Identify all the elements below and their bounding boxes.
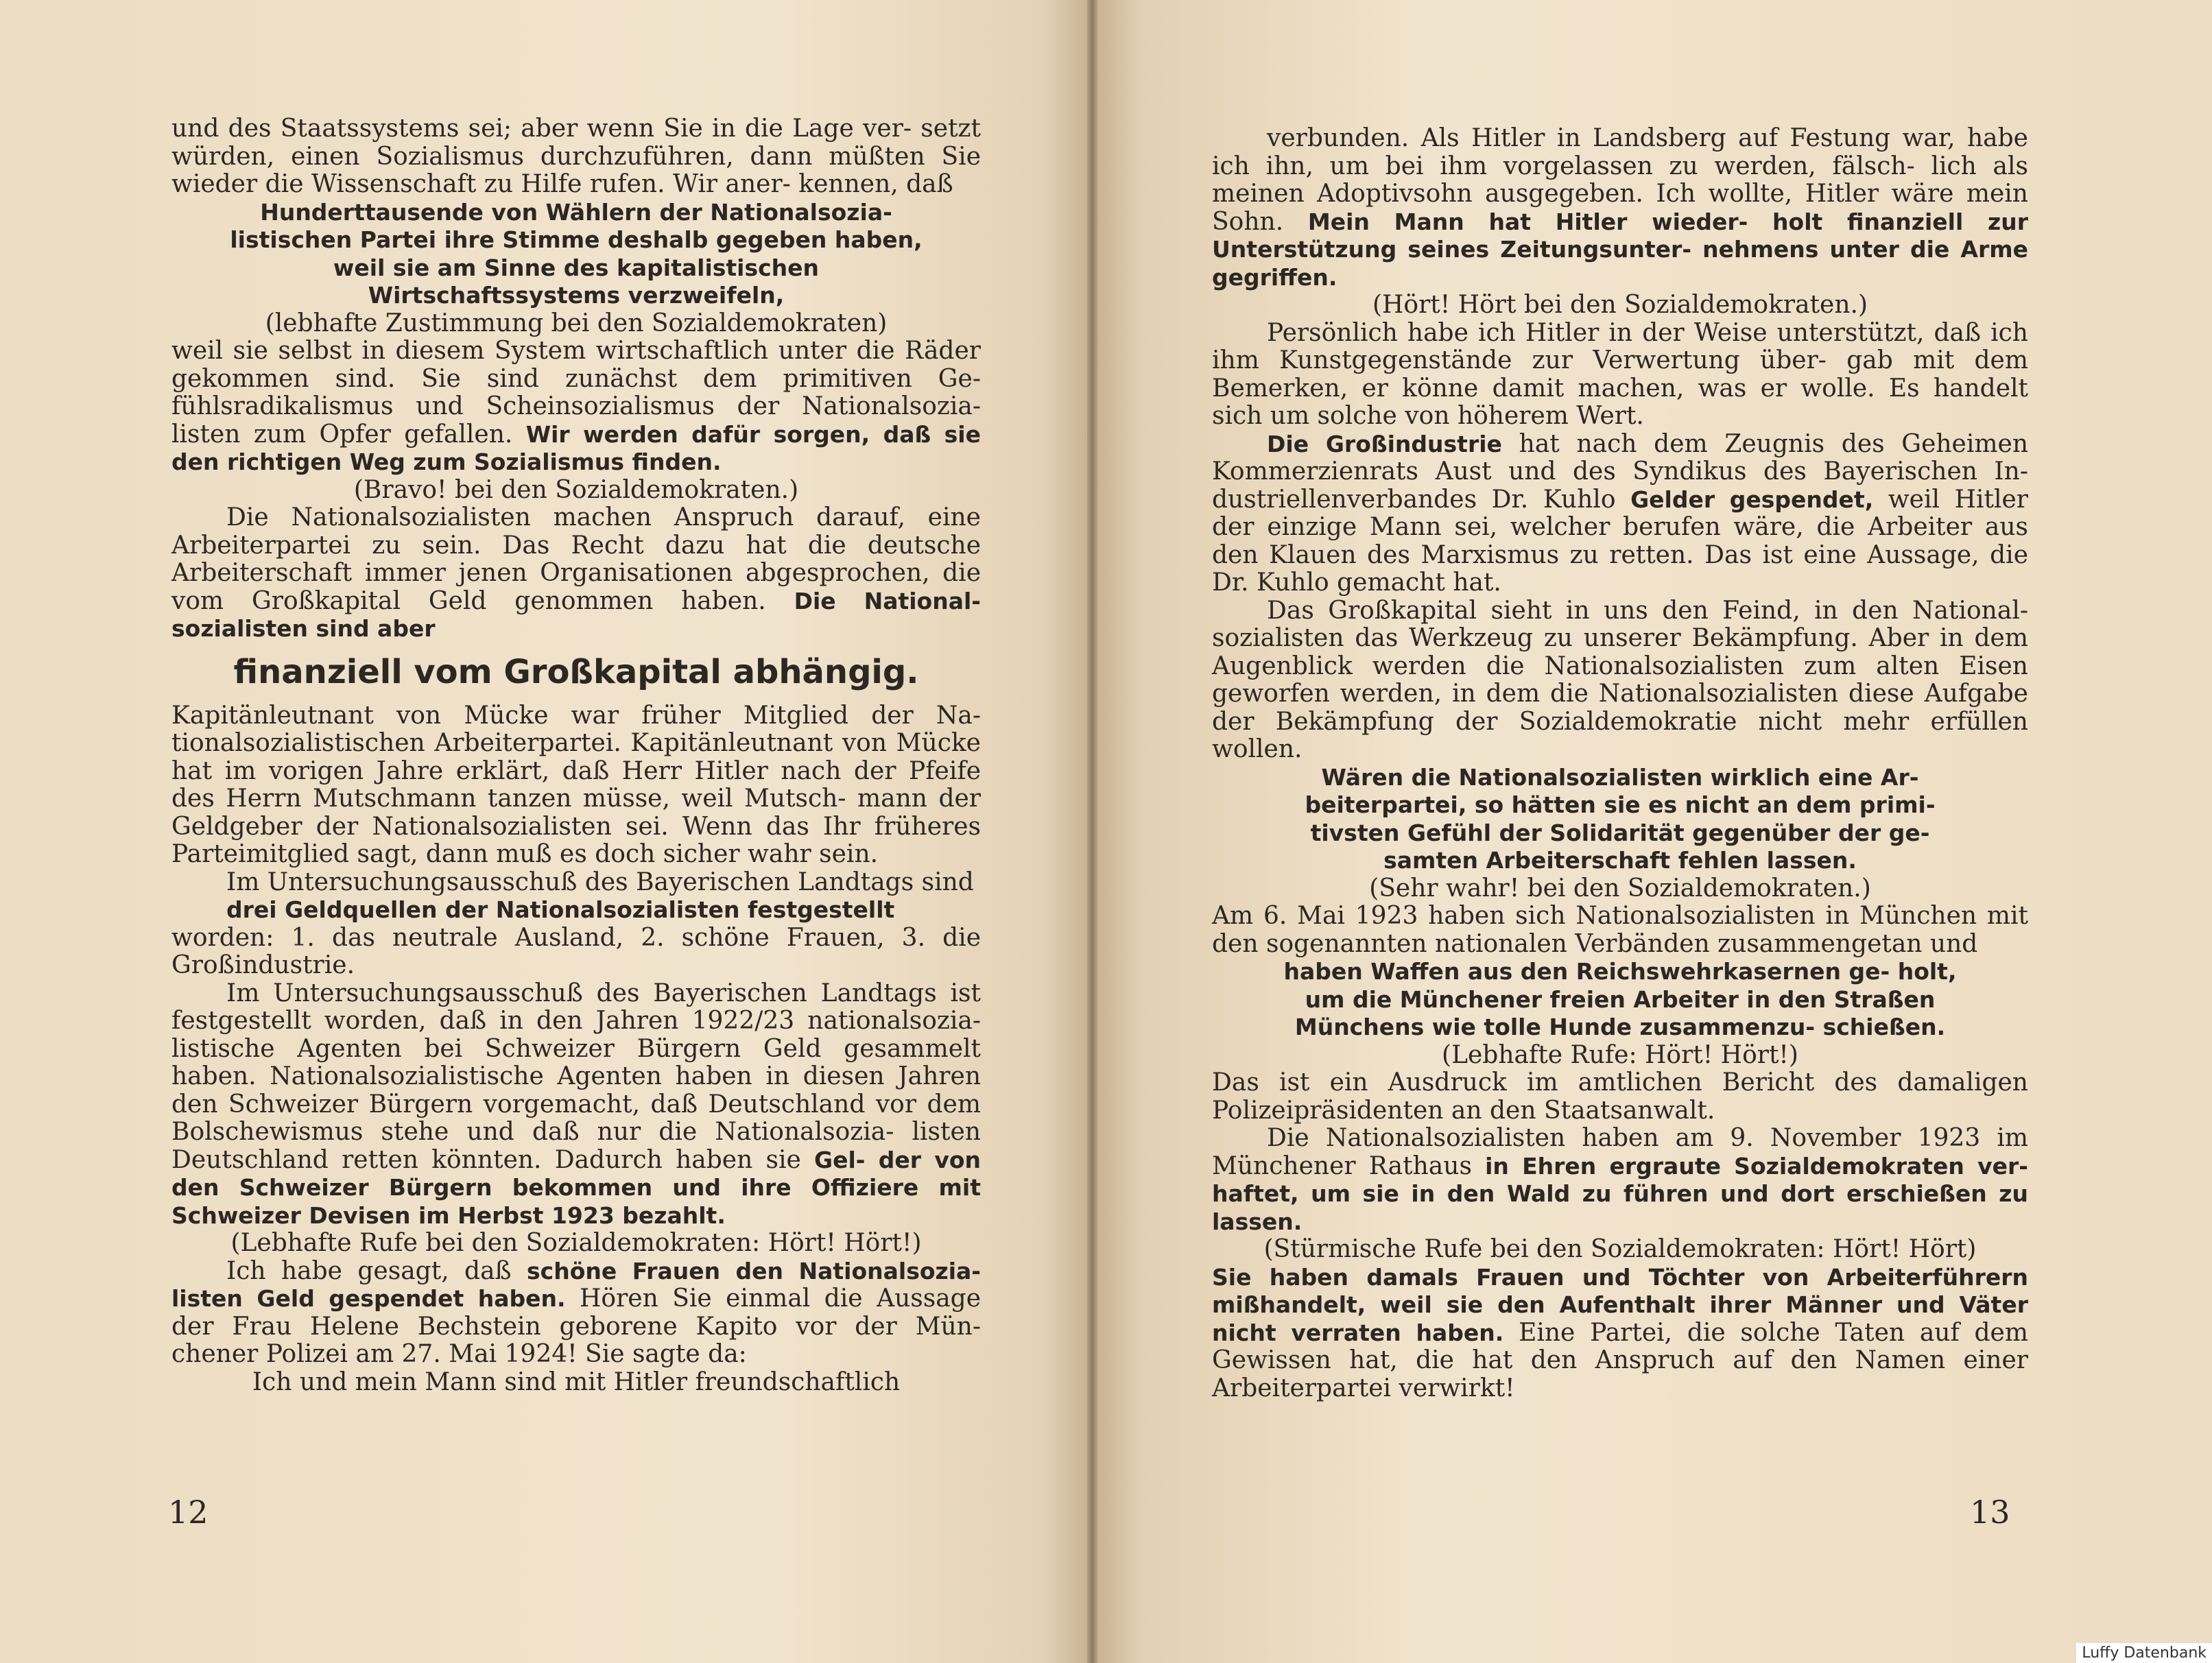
bold-phrase: Sie haben damals Frauen und Töchter von Arbeiterführern mißhandelt, weil sie den Aufenthalt ihrer Männer und Väter nicht verraten haben. [1212, 1263, 2028, 1346]
paragraph-text: Am 6. Mai 1923 haben sich Nationalsozialisten in München mit den sogenannten nationalen Verbänden zusammengetan und [1212, 902, 2028, 958]
paragraph [171, 980, 981, 1230]
bold-phrase: in Ehren ergraute Sozialdemokraten ver‐ haftet, um sie in den Wald zu führen und dort erschießen zu lassen. [1212, 1152, 2028, 1235]
interjection-line: (lebhafte Zustimmung bei den Sozialdemokraten) [265, 309, 888, 337]
paragraph-text: Im Untersuchungsausschuß des Bayerischen Landtags sind [226, 868, 974, 896]
interjection-line: (Stürmische Rufe bei den Sozialdemokraten: Hört! Hört) [1263, 1235, 1977, 1263]
bold-phrase: Gel‐ der von den Schweizer Bürgern bekommen und ihre Offiziere mit Schweizer Devisen im Herbst 1923 bezahlt. [171, 1146, 981, 1229]
interjection-line: (Lebhafte Rufe: Hört! Hört!) [1442, 1040, 1798, 1069]
paragraph [1212, 902, 2028, 958]
paragraph-text: weil Hitler der einzige Mann sei, welcher berufen wäre, die Arbeiter aus den Klauen des Marxismus zu retten. Das ist eine Aussage, die Dr. Kuhlo gemacht hat. [1212, 485, 2028, 597]
paragraph [171, 924, 981, 980]
paragraph-text: weil sie selbst in diesem System wirtschaftlich unter die Räder gekommen sind. Sie sind zunächst dem primitiven Ge‐ fühlsradikalismus und Scheinsozialismus der Nationalsozia‐ listen zum Opfer gefallen. [171, 337, 981, 448]
paragraph [1212, 1069, 2028, 1125]
right-page-text [1212, 125, 2028, 1402]
bold-phrase: Wir werden dafür sorgen, daß sie den richtigen Weg zum Sozialismus finden. [171, 420, 981, 475]
book-gutter [1087, 0, 1097, 1663]
paragraph-text: Eine Partei, die solche Taten auf dem Gewissen hat, die hat den Anspruch auf den Namen einer Arbeiterpartei verwirkt! [1212, 1318, 2028, 1402]
paragraph-text: und des Staatssystems sei; aber wenn Sie in die Lage ver‐ setzt würden, einen Sozialismus durchzuführen, dann müßten Sie wieder die Wissenschaft zu Hilfe rufen. Wir aner‐ kennen, daß [171, 115, 981, 198]
paragraph-text: Persönlich habe ich Hitler in der Weise unterstützt, daß ich ihm Kunstgegenstände zur Verwertung über‐ gab mit dem Bemerken, er könne damit machen, was er wolle. Es handelt sich um solche von höherem Wert. [1212, 318, 2028, 430]
emphasized-passage: Wären die Nationalsozialisten wirklich eine Ar‐ beiterpartei, so hätten sie es nicht an dem primi‐ tivsten Gefühl der Solidarität gegenüber der ge‐ samten Arbeiterschaft fehlen lassen. [1305, 763, 1936, 874]
paragraph-text: Kapitänleutnant von Mücke war früher Mitglied der Na‐ tionalsozialistischen Arbeiterpartei. Kapitänleutnant von Mücke hat im vorigen Jahre erklärt, daß Herr Hitler nach der Pfeife des Herrn Mutschmann tanzen müsse, weil Mutsch‐ mann der Geldgeber der Nationalsozialisten sei. Wenn das Ihr früheres Parteimitglied sagt, dann muß es doch sicher wahr sein. [171, 701, 981, 868]
paragraph [171, 896, 981, 924]
paragraph [171, 504, 981, 643]
paragraph [1212, 597, 2028, 764]
paragraph-text: Hören Sie einmal die Aussage der Frau Helene Bechstein geborene Kapito vor der Mün‐ chener Polizei am 27. Mai 1924! Sie sagte da: [171, 1284, 982, 1368]
left-page [0, 0, 1087, 1663]
paragraph-text: Die Nationalsozialisten haben am 9. November 1923 im Münchener Rathaus [1212, 1124, 2028, 1180]
paragraph [171, 337, 981, 477]
right-page [1097, 0, 2212, 1663]
paragraph-text: Das Großkapital sieht in uns den Feind, in den National‐ sozialisten das Werkzeug zu unserer Bekämpfung. Aber in dem Augenblick werden die Nationalsozialisten zum alten Eisen geworfen werden, in dem die Nationalsozialisten diese Aufgabe der Bekämpfung der Sozialdemokratie nicht mehr erfüllen wollen. [1212, 596, 2028, 763]
paragraph-text: hat nach dem Zeugnis des Geheimen Kommerzienrats Aust und des Syndikus des Bayerischen In‐ dustriellenverbandes Dr. Kuhlo [1212, 429, 2029, 514]
paragraph-text: Im Untersuchungsausschuß des Bayerischen Landtags ist festgestellt worden, daß in den Jahren 1922/23 nationalsozia‐ listische Agenten bei Schweizer Bürgern Geld gesammelt haben. Nationalsozialistische Agenten haben in diesen Jahren den Schweizer Bürgern vorgemacht, daß Deutschland vor dem Bolschewismus stehe und daß nur die Nationalsozia‐ listen Deutschland retten könnten. Dadurch haben sie [171, 979, 981, 1174]
page-number-right: 13 [1970, 1494, 2010, 1531]
interjection-line: Ich und mein Mann sind mit Hitler freundschaftlich [252, 1367, 901, 1396]
paragraph-text: Das ist ein Ausdruck im amtlichen Bericht des damaligen Polizeipräsidenten an den Staatsanwalt. [1212, 1068, 2028, 1125]
interjection-line: (Hört! Hört bei den Sozialdemokraten.) [1372, 291, 1868, 319]
paragraph-text: worden: 1. das neutrale Ausland, 2. schöne Frauen, 3. die Großindustrie. [171, 923, 981, 979]
bold-phrase: schöne Frauen den Nationalsozia‐ listen Geld gespendet haben. [171, 1257, 981, 1312]
paragraph-text: Ich habe gesagt, daß [226, 1256, 512, 1285]
paragraph [171, 1258, 981, 1369]
bold-phrase: drei Geldquellen der Nationalsozialisten festgestellt [226, 896, 895, 923]
paragraph [171, 869, 981, 897]
bold-phrase: Gelder gespendet, [1630, 486, 1874, 513]
paragraph [171, 702, 981, 869]
interjection-line: (Sehr wahr! bei den Sozialdemokraten.) [1369, 874, 1871, 902]
paragraph [171, 115, 981, 199]
page-number-left: 12 [168, 1494, 209, 1531]
interjection-line: (Lebhafte Rufe bei den Sozialdemokraten: Hört! Hört!) [230, 1229, 922, 1257]
paragraph-text: Die Nationalsozialisten machen Anspruch darauf, eine Arbeiterpartei zu sein. Das Recht dazu hat die deutsche Arbeiterschaft immer jenen Organisationen abgesprochen, die vom Großkapital Geld genommen haben. [171, 503, 981, 615]
paragraph-text: verbunden. Als Hitler in Landsberg auf Festung war, habe ich ihn, um bei ihm vorgelassen zu werden, fälsch‐ lich als meinen Adoptivsohn ausgegeben. Ich wollte, Hitler wäre mein Sohn. [1212, 124, 2028, 236]
bold-phrase: Die Großindustrie [1267, 430, 1502, 457]
paragraph [1212, 1125, 2028, 1236]
bold-phrase: Mein Mann hat Hitler wieder‐ holt finanziell zur Unterstützung seines Zeitungsunter‐ nehmens unter die Arme gegriffen. [1212, 208, 2028, 291]
watermark-label: Luffy Datenbank [2076, 1643, 2212, 1663]
interjection-line: (Bravo! bei den Sozialdemokraten.) [353, 475, 799, 504]
emphasized-passage: Hunderttausende von Wählern der Nationalsozia‐ listischen Partei ihre Stimme deshalb gegeben haben, weil sie am Sinne des kapitalistischen Wirtschaftssystems verzweifeln, [230, 198, 923, 309]
left-page-text [171, 115, 981, 1396]
emphasized-passage: haben Waffen aus den Reichswehrkasernen ge‐ holt, um die Münchener freien Arbeiter in den Straßen Münchens wie tolle Hunde zusammenzu‐ schießen. [1283, 958, 1957, 1040]
paragraph [1212, 1264, 2028, 1403]
section-headline: finanziell vom Großkapital abhängig. [233, 652, 919, 691]
paragraph [1212, 125, 2028, 291]
paragraph [1212, 320, 2028, 431]
bold-phrase: Die National‐ sozialisten sind aber [171, 587, 981, 642]
paragraph [1212, 431, 2028, 597]
